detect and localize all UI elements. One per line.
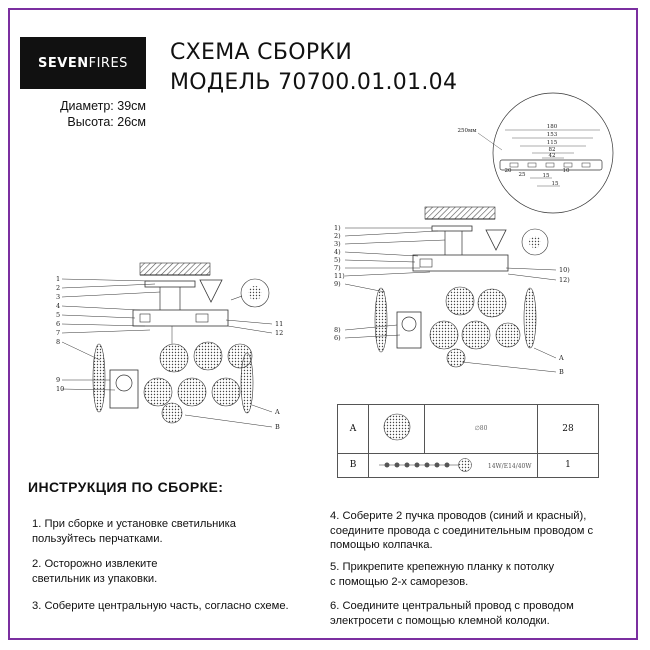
dimension-label: 250мм (457, 128, 477, 134)
part-spec: 14W/E14/40W (487, 462, 532, 470)
left-callout: A (275, 408, 280, 416)
dimension-label: 15 (542, 173, 550, 179)
spec-height: Высота: 26см (67, 115, 146, 129)
part-image-b (369, 453, 538, 477)
left-callout: 11 (275, 320, 284, 328)
instruction-step-5: 5. Прикрепите крепежную планку к потолку с помощью 2-х саморезов. (330, 561, 555, 588)
left-callout: 6 (56, 320, 61, 328)
instruction-step-3: 3. Соберите центральную часть, согласно схеме. (32, 600, 289, 612)
dimension-label: 82 (548, 147, 556, 153)
mounting-plate-detail (457, 93, 613, 213)
instruction-step-4: 4. Соберите 2 пучка проводов (синий и красный), соедините провода с соединительным проводом с помощью колпачка. (330, 510, 594, 551)
instruction-step-2: 2. Осторожно извлеките светильник из упаковки. (32, 558, 158, 585)
right-callout: B (559, 368, 564, 376)
brand-name-bold: SEVEN (38, 55, 89, 71)
right-callout: 7) (334, 264, 341, 272)
part-spec: ∅80 (425, 405, 538, 454)
right-callout: 6) (334, 334, 341, 342)
part-image-a (369, 405, 425, 454)
left-callout: 7 (56, 329, 61, 337)
left-callout: 8 (56, 338, 61, 346)
part-qty: 28 (538, 405, 599, 454)
dimension-label: 153 (546, 132, 558, 138)
right-callout: 3) (334, 240, 341, 248)
right-callout: 10) (559, 266, 570, 274)
dimension-label: 180 (546, 124, 558, 130)
right-callout: 1) (334, 224, 341, 232)
table-row (338, 453, 599, 477)
right-callout: 4) (334, 248, 341, 256)
left-callout: 3 (56, 293, 61, 301)
left-callout: 1 (56, 275, 61, 283)
left-callout: B (275, 423, 280, 431)
title-line-1: СХЕМА СБОРКИ (170, 40, 353, 65)
dimension-label: 42 (548, 153, 556, 159)
part-id: B (338, 453, 369, 477)
instructions-title: ИНСТРУКЦИЯ ПО СБОРКЕ: (28, 479, 224, 495)
right-callout: 5) (334, 256, 341, 264)
table-row (338, 405, 599, 454)
instruction-step-6: 6. Соедините центральный провод с проводом электросети с помощью клемной колодки. (330, 600, 574, 627)
left-callout: 2 (56, 284, 61, 292)
left-callout: 12 (275, 329, 284, 337)
left-callout: 10 (56, 385, 65, 393)
left-callout: 5 (56, 311, 61, 319)
right-chandelier-drawing (334, 207, 570, 376)
right-callout: 8) (334, 326, 341, 334)
left-callout: 4 (56, 302, 61, 310)
part-id: A (338, 405, 369, 454)
spec-diameter: Диаметр: 39см (60, 99, 146, 113)
part-qty: 1 (538, 453, 599, 477)
left-callout: 9 (56, 376, 61, 384)
right-callout: A (559, 354, 564, 362)
right-callout: 12) (559, 276, 570, 284)
dimension-label: 10 (562, 168, 570, 174)
dimension-label: 15 (551, 181, 559, 187)
dimension-label: 25 (518, 172, 526, 178)
instruction-step-1: 1. При сборке и установке светильника пользуйтесь перчатками. (32, 518, 236, 545)
left-chandelier-drawing (56, 263, 283, 431)
dimension-label: 20 (504, 168, 512, 174)
right-callout: 11) (334, 272, 345, 280)
brand-name-light: FIRES (88, 55, 128, 71)
parts-table (337, 404, 599, 478)
right-callout: 2) (334, 232, 341, 240)
right-callout: 9) (334, 280, 341, 288)
title-line-2: МОДЕЛЬ 70700.01.01.04 (170, 70, 458, 95)
dimension-label: 115 (546, 140, 558, 146)
